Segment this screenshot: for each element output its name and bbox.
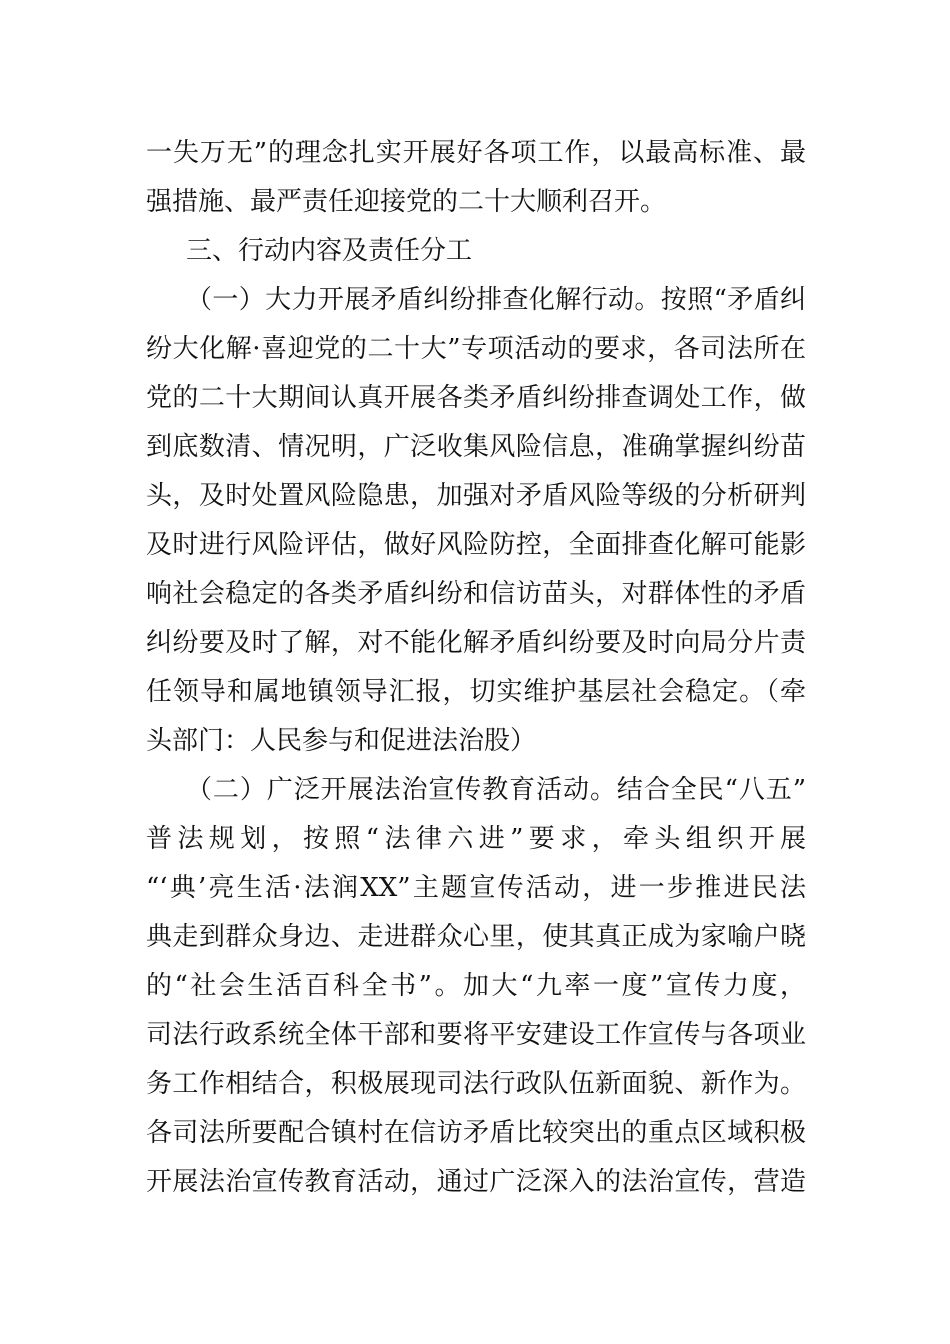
text-line: 任领导和属地镇领导汇报，切实维护基层社会稳定。（牵 xyxy=(146,677,806,707)
text-line: 响社会稳定的各类矛盾纠纷和信访苗头，对群体性的矛盾 xyxy=(146,579,806,609)
text-line: 到底数清、情况明，广泛收集风险信息，准确掌握纠纷苗 xyxy=(146,432,806,462)
subsection-heading: （二）广泛开展法治宣传教育活动。结合全民“八五” xyxy=(186,775,806,805)
text-line: 强措施、最严责任迎接党的二十大顺利召开。 xyxy=(146,187,667,217)
text-line: 一失万无”的理念扎实开展好各项工作，以最高标准、最 xyxy=(146,138,806,168)
text-line: 司法行政系统全体干部和要将平安建设工作宣传与各项业 xyxy=(146,1020,806,1050)
text-line: 纠纷要及时了解，对不能化解矛盾纠纷要及时向局分片责 xyxy=(146,628,806,658)
text-line: 头部门：人民参与和促进法治股） xyxy=(146,726,537,756)
text-line: 开展法治宣传教育活动，通过广泛深入的法治宣传，营造 xyxy=(146,1167,806,1197)
text-line: 党的二十大期间认真开展各类矛盾纠纷排查调处工作，做 xyxy=(146,383,806,413)
text-line: 务工作相结合，积极展现司法行政队伍新面貌、新作为。 xyxy=(146,1069,806,1099)
text-line: 头，及时处置风险隐患，加强对矛盾风险等级的分析研判 xyxy=(146,481,806,511)
text-line: “‘典’亮生活·法润XX”主题宣传活动，进一步推进民法 xyxy=(146,873,806,903)
subsection-heading: （一）大力开展矛盾纠纷排查化解行动。按照“矛盾纠 xyxy=(186,285,806,315)
text-line: 普法规划，按照“法律六进”要求，牵头组织开展 xyxy=(146,824,806,854)
text-line: 典走到群众身边、走进群众心里，使其真正成为家喻户晓 xyxy=(146,922,806,952)
section-heading: 三、行动内容及责任分工 xyxy=(186,236,473,266)
text-line: 的“社会生活百科全书”。加大“九率一度”宣传力度， xyxy=(146,971,806,1001)
text-line: 及时进行风险评估，做好风险防控，全面排查化解可能影 xyxy=(146,530,806,560)
text-line: 纷大化解·喜迎党的二十大”专项活动的要求，各司法所在 xyxy=(146,334,806,364)
text-line: 各司法所要配合镇村在信访矛盾比较突出的重点区域积极 xyxy=(146,1118,806,1148)
